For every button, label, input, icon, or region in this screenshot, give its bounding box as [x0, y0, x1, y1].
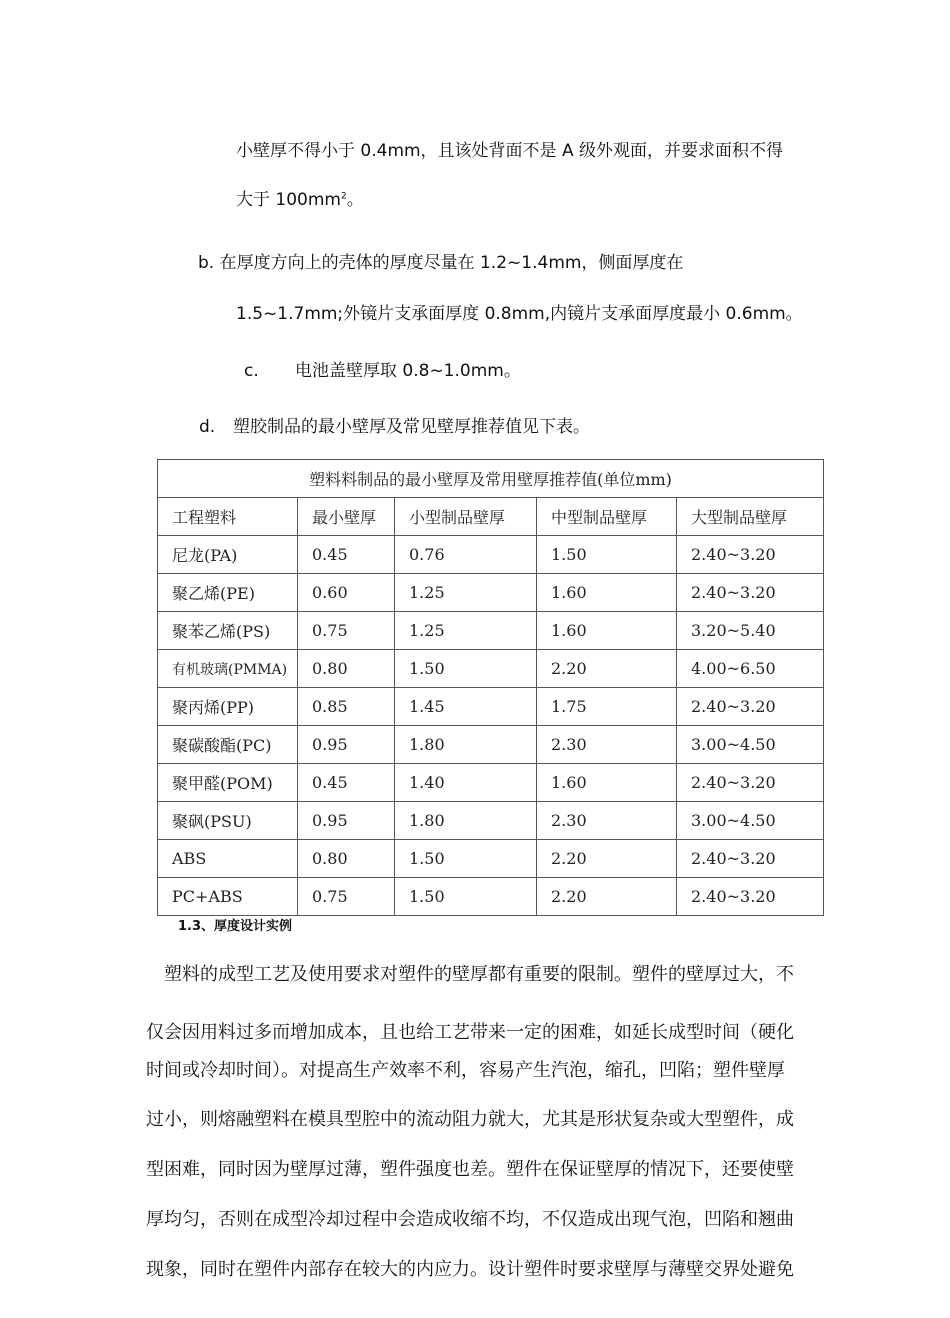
- table-cell: 1.80: [395, 726, 537, 764]
- table-cell: 尼龙(PA): [158, 536, 298, 574]
- paragraph-line: 过小，则熔融塑料在模具型腔中的流动阻力就大，尤其是形状复杂或大型塑件，成: [146, 1109, 794, 1130]
- section-heading: 1.3、厚度设计实例: [178, 919, 293, 934]
- table-cell: 1.45: [395, 688, 537, 726]
- paragraph-line: 型困难，同时因为壁厚过薄，塑件强度也差。塑件在保证壁厚的情况下，还要使壁: [146, 1159, 794, 1180]
- table-row: [158, 688, 824, 726]
- table-cell: 2.40~3.20: [677, 840, 824, 878]
- table-cell: 聚碳酸酯(PC): [158, 726, 298, 764]
- paragraph-line: 现象，同时在塑件内部存在较大的内应力。设计塑件时要求壁厚与薄壁交界处避免: [146, 1259, 794, 1280]
- paragraph-line: 仅会因用料过多而增加成本，且也给工艺带来一定的困难，如延长成型时间（硬化: [146, 1022, 794, 1043]
- table-row: [158, 764, 824, 802]
- table-cell: 2.20: [537, 878, 677, 916]
- item-c-text: 电池盖壁厚取 0.8~1.0mm。: [295, 361, 521, 381]
- table-row: [158, 650, 824, 688]
- column-header: 中型制品壁厚: [537, 498, 677, 536]
- table-cell: 2.20: [537, 840, 677, 878]
- table-cell: 0.45: [298, 764, 395, 802]
- paragraph-line: 厚均匀，否则在成型冷却过程中会造成收缩不均，不仅造成出现气泡，凹陷和翘曲: [146, 1209, 794, 1230]
- table-cell: 2.40~3.20: [677, 536, 824, 574]
- table-cell: 2.40~3.20: [677, 878, 824, 916]
- table-cell: 1.60: [537, 612, 677, 650]
- paragraph-line: 时间或冷却时间）。对提高生产效率不利，容易产生汽泡，缩孔，凹陷；塑件壁厚: [146, 1060, 785, 1081]
- table-row: [158, 726, 824, 764]
- item-c-label: c.: [244, 361, 259, 381]
- table-row: [158, 612, 824, 650]
- table-cell: 聚甲醛(POM): [158, 764, 298, 802]
- table-cell: 2.40~3.20: [677, 688, 824, 726]
- table-cell: 1.40: [395, 764, 537, 802]
- column-header: 工程塑料: [158, 498, 298, 536]
- table-cell: 1.50: [395, 878, 537, 916]
- table-cell: 聚乙烯(PE): [158, 574, 298, 612]
- table-cell: 2.20: [537, 650, 677, 688]
- table-cell: 1.25: [395, 574, 537, 612]
- table-cell: PC+ABS: [158, 878, 298, 916]
- table-cell: 1.60: [537, 764, 677, 802]
- table-cell: 有机玻璃(PMMA): [158, 650, 298, 688]
- table-cell: 1.50: [395, 650, 537, 688]
- table-cell: 2.30: [537, 726, 677, 764]
- table-cell: 0.95: [298, 802, 395, 840]
- table-cell: 聚苯乙烯(PS): [158, 612, 298, 650]
- table-cell: 1.25: [395, 612, 537, 650]
- item-d-text: 塑胶制品的最小壁厚及常见壁厚推荐值见下表。: [233, 417, 590, 437]
- table-cell: 2.30: [537, 802, 677, 840]
- table-caption: 塑料料制品的最小壁厚及常用壁厚推荐值(单位mm): [158, 460, 824, 498]
- text-line-2-main: 大于 100mm: [236, 190, 341, 210]
- table-cell: 1.80: [395, 802, 537, 840]
- table-cell: 0.80: [298, 650, 395, 688]
- table-cell: 0.80: [298, 840, 395, 878]
- table-cell: ABS: [158, 840, 298, 878]
- table-cell: 1.75: [537, 688, 677, 726]
- table-cell: 1.50: [395, 840, 537, 878]
- table-row: [158, 536, 824, 574]
- table-cell: 0.75: [298, 878, 395, 916]
- item-d-label: d.: [199, 417, 216, 437]
- table-cell: 0.75: [298, 612, 395, 650]
- table-cell: 2.40~3.20: [677, 574, 824, 612]
- table-row: [158, 574, 824, 612]
- table-row: [158, 840, 824, 878]
- column-header: 大型制品壁厚: [677, 498, 824, 536]
- text-line-1: 小壁厚不得小于 0.4mm，且该处背面不是 A 级外观面，并要求面积不得: [236, 141, 783, 161]
- paragraph-line: 塑料的成型工艺及使用要求对塑件的壁厚都有重要的限制。塑件的壁厚过大，不: [146, 964, 794, 985]
- text-line-2-end: 。: [346, 190, 364, 210]
- column-header: 最小壁厚: [298, 498, 395, 536]
- table-cell: 0.45: [298, 536, 395, 574]
- wall-thickness-table: [157, 459, 824, 916]
- superscript-2: 2: [340, 191, 347, 202]
- table-cell: 0.95: [298, 726, 395, 764]
- table-row: [158, 802, 824, 840]
- table-cell: 2.40~3.20: [677, 764, 824, 802]
- table-cell: 0.76: [395, 536, 537, 574]
- table-cell: 3.20~5.40: [677, 612, 824, 650]
- table-cell: 3.00~4.50: [677, 726, 824, 764]
- column-header: 小型制品壁厚: [395, 498, 537, 536]
- item-b-line2: 1.5~1.7mm;外镜片支承面厚度 0.8mm,内镜片支承面厚度最小 0.6mm。: [236, 304, 803, 324]
- table-header-row: [158, 498, 824, 536]
- table-caption-row: [158, 460, 824, 498]
- table-row: [158, 878, 824, 916]
- table-cell: 0.60: [298, 574, 395, 612]
- table-cell: 3.00~4.50: [677, 802, 824, 840]
- table-cell: 1.60: [537, 574, 677, 612]
- table-cell: 0.85: [298, 688, 395, 726]
- table-cell: 聚砜(PSU): [158, 802, 298, 840]
- item-b-line1: b. 在厚度方向上的壳体的厚度尽量在 1.2~1.4mm，侧面厚度在: [198, 253, 684, 273]
- table-cell: 4.00~6.50: [677, 650, 824, 688]
- table-cell: 聚丙烯(PP): [158, 688, 298, 726]
- table-cell: 1.50: [537, 536, 677, 574]
- text-line-2: [236, 189, 364, 211]
